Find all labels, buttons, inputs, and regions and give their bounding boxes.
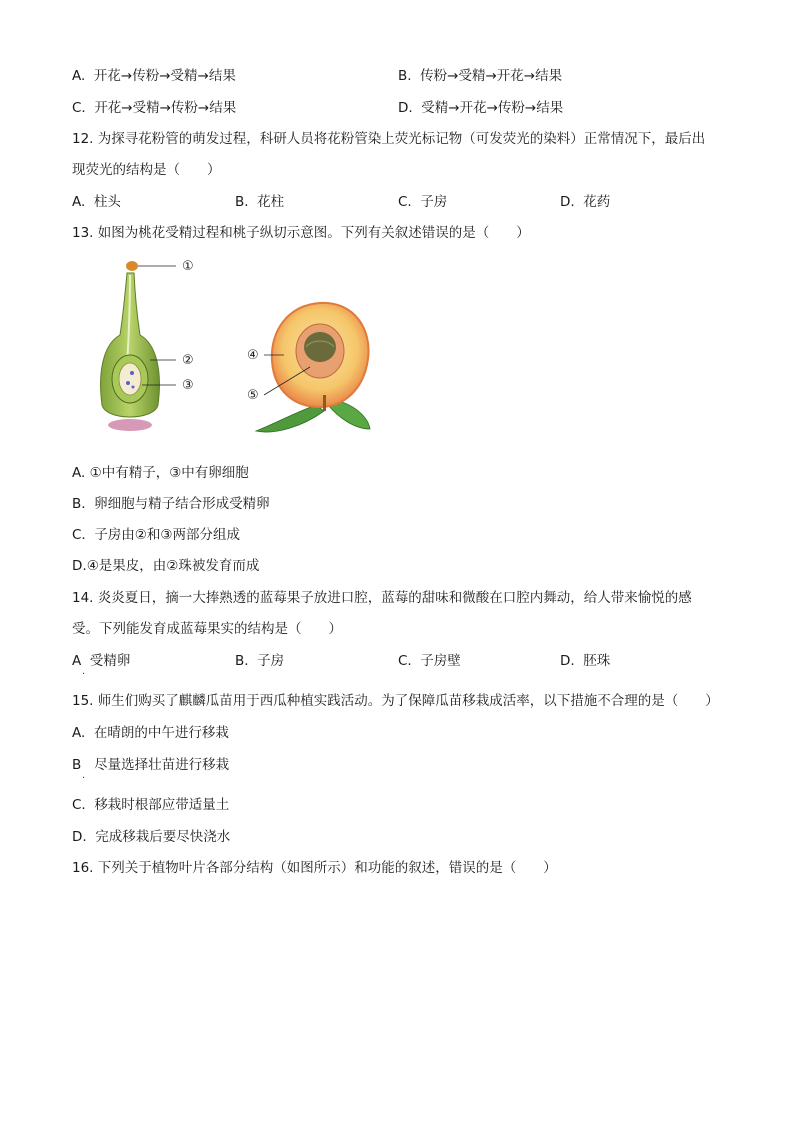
- q15-option-d: D. 完成移栽后要尽快浇水: [72, 829, 231, 845]
- q11-option-a: A. 开花→传粉→受精→结果: [72, 68, 236, 84]
- label-5: ⑤: [247, 388, 259, 403]
- q15-option-b: B 尽量选择壮苗进行移栽: [72, 757, 230, 773]
- label-4: ④: [247, 348, 259, 363]
- q13-option-d: D.④是果皮，由②珠被发育而成: [72, 558, 260, 574]
- q14-option-d: D. 胚珠: [560, 653, 611, 669]
- q16-stem: 16. 下列关于植物叶片各部分结构（如图所示）和功能的叙述，错误的是（ ）: [72, 860, 557, 876]
- label-3: ③: [182, 378, 194, 393]
- q12-option-b: B. 花柱: [235, 194, 285, 210]
- q13-stem: 13. 如图为桃花受精过程和桃子纵切示意图。下列有关叙述错误的是（ ）: [72, 225, 530, 241]
- receptacle-shape: [108, 419, 152, 431]
- q14-option-a: A 受精卵: [72, 653, 131, 669]
- q15-option-c: C. 移栽时根部应带适量土: [72, 797, 230, 813]
- q11-option-d: D. 受精→开花→传粉→结果: [398, 100, 564, 116]
- stem-shape: [323, 395, 326, 411]
- q14-stem-line2: 受。下列能发育成蓝莓果实的结构是（ ）: [72, 621, 342, 637]
- leaf-left-shape: [256, 405, 324, 432]
- label-2: ②: [182, 353, 194, 368]
- q11-option-c: C. 开花→受精→传粉→结果: [72, 100, 237, 116]
- q12-option-d: D. 花药: [560, 194, 611, 210]
- q15-stem: 15. 师生们购买了麒麟瓜苗用于西瓜种植实践活动。为了保障瓜苗移栽成活率，以下措施不合理的是（ ）: [72, 693, 719, 709]
- q11-option-b: B. 传粉→受精→开花→结果: [398, 68, 563, 84]
- pollen-grain-shape: [126, 261, 138, 271]
- embryo-sac-shape: [119, 363, 141, 395]
- q13-option-c: C. 子房由②和③两部分组成: [72, 527, 241, 543]
- label-1: ①: [182, 259, 194, 274]
- q15-option-a: A. 在晴朗的中午进行移栽: [72, 725, 229, 741]
- q12-stem-line2: 现荧光的结构是（ ）: [72, 162, 221, 178]
- q14-stem-line1: 14. 炎炎夏日，摘一大捧熟透的蓝莓果子放进口腔，蓝莓的甜味和微酸在口腔内舞动，给人带来愉悦的感: [72, 590, 692, 606]
- q14-option-c: C. 子房壁: [398, 653, 461, 669]
- pistil-diagram: [92, 255, 202, 435]
- q12-option-a: A. 柱头: [72, 194, 121, 210]
- seed-shape: [304, 332, 336, 362]
- q14-option-b: B. 子房: [235, 653, 285, 669]
- q13-option-b: B. 卵细胞与精子结合形成受精卵: [72, 496, 270, 512]
- stray-dot: .: [82, 666, 86, 677]
- q12-option-c: C. 子房: [398, 194, 448, 210]
- stray-dot-2: .: [82, 770, 86, 781]
- q12-stem-line1: 12. 为探寻花粉管的萌发过程，科研人员将花粉管染上荧光标记物（可发荧光的染料）正常情况下，最后出: [72, 131, 706, 147]
- q13-option-a: A. ①中有精子，③中有卵细胞: [72, 465, 249, 481]
- peach-diagram: [244, 295, 374, 435]
